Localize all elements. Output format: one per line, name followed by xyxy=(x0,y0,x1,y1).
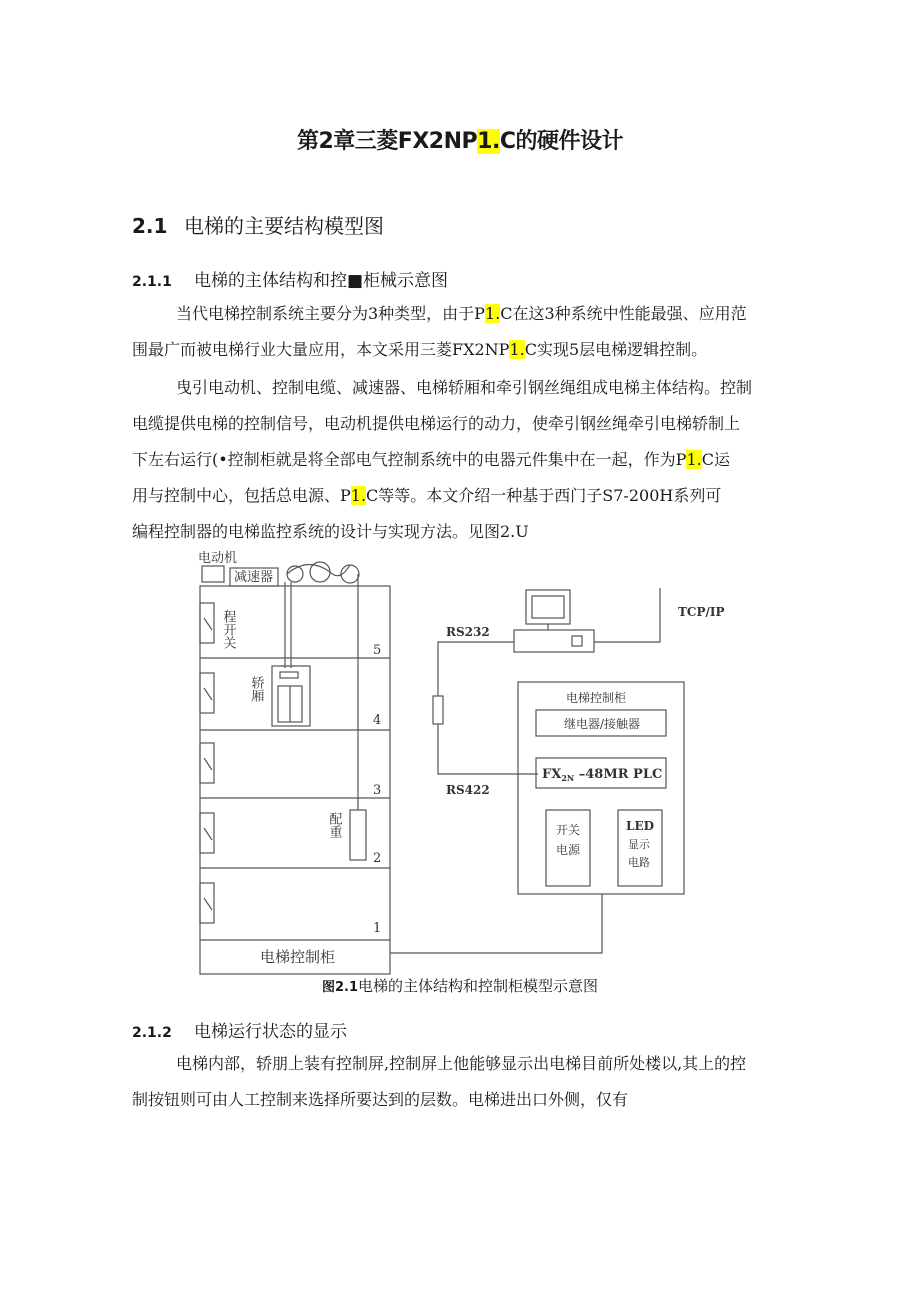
figure-caption: 图2.1电梯的主体结构和控制柜模型示意图 xyxy=(321,977,599,995)
floor-1-label: 1 xyxy=(373,921,382,936)
reducer-label: 减速器 xyxy=(234,570,274,585)
relay-label: 继电器/接触器 xyxy=(564,717,641,731)
bottom-cabinet-label: 电梯控制柜 xyxy=(260,948,336,966)
motor-label: 电动机 xyxy=(198,551,238,566)
counterweight-box xyxy=(350,810,366,860)
section-heading-2-1: 2.1 电梯的主要结构模型图 xyxy=(132,214,384,238)
power-label-1: 开关 xyxy=(556,823,581,837)
rs232-label: RS232 xyxy=(446,625,490,639)
car-label: 轿厢 xyxy=(248,676,264,702)
rs422-label: RS422 xyxy=(446,783,490,797)
led-label-3: 电路 xyxy=(628,856,650,869)
chapter-title: 第2章三菱FX2NP1.C的硬件设计 xyxy=(297,129,623,154)
floor-5-label: 5 xyxy=(373,643,382,658)
plc-label: $FX_{2N}$ –48MR PLC xyxy=(542,767,663,783)
counterweight-label: 配重 xyxy=(326,812,342,838)
elevator-structure-diagram xyxy=(190,548,725,973)
paragraph-display: 电梯内部，轿朋上装有控制屏,控制屏上他能够显示出电梯目前所处楼以,其上的控 制按钮则可由人工控制来选择所要达到的层数。电梯进出口外侧，仅有 xyxy=(132,1054,747,1109)
limit-switch-label: 程开关 xyxy=(220,610,236,649)
section-heading-2-1-1: 2.1.1 电梯的主体结构和控■柜械示意图 xyxy=(132,271,449,291)
highlight: 1. xyxy=(477,129,500,154)
floor-2-label: 2 xyxy=(373,851,382,866)
paragraph-elevator-structure: 曳引电动机、控制电缆、减速器、电梯轿厢和牵引钢丝绳组成电梯主体结构。控制 电缆提供电梯的控制信号，电动机提供电梯运行的动力，使牵引钢丝绳牵引电梯轿制上 下左右运行(•控制柜就是将全部电气控制系统中的电器元件集中在一起，作为P1.C运 用与控制中心，包括总电源、P1.C等等。本文介绍一种基于西门子S7-200H系列可 编程控制器的电梯监控系统的设计与实现方法。见图2.U xyxy=(132,378,753,541)
floor-3-label: 3 xyxy=(373,783,382,798)
motor-box xyxy=(202,566,224,582)
power-label-2: 电源 xyxy=(556,843,581,857)
led-label-1: LED xyxy=(626,819,654,833)
section-heading-2-1-2: 2.1.2 电梯运行状态的显示 xyxy=(132,1022,347,1042)
cabinet-title-label: 电梯控制柜 xyxy=(566,691,627,705)
tcpip-label: TCP/IP xyxy=(678,605,725,619)
led-label-2: 显示 xyxy=(628,838,650,851)
floor-4-label: 4 xyxy=(373,713,382,728)
paragraph-plc-types: 当代电梯控制系统主要分为3种类型，由于P1.C在这3种系统中性能最强、应用范 围最广而被电梯行业大量应用，本文采用三菱FX2NP1.C实现5层电梯逻辑控制。 xyxy=(132,304,747,359)
